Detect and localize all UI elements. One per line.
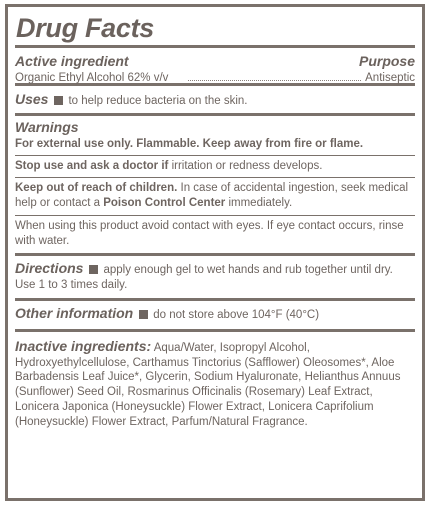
active-ingredient-heading: Active ingredient (15, 53, 129, 69)
active-ingredient-section (15, 45, 415, 83)
poison-control-label: Poison Control Center (103, 197, 226, 210)
uses-heading: Uses (15, 91, 49, 107)
leader-dots (188, 80, 361, 81)
square-bullet-icon (54, 96, 63, 105)
uses-text: to help reduce bacteria on the skin. (68, 95, 248, 107)
eye-contact-text: When using this product avoid contact with eyes. If eye contact occurs, rinse with water. (15, 219, 404, 247)
warnings-section (15, 113, 415, 155)
panel-title: Drug Facts (16, 13, 155, 43)
square-bullet-icon (139, 310, 148, 319)
inactive-ingredients-section (15, 329, 415, 430)
inactive-ingredients-heading: Inactive ingredients: (15, 337, 152, 354)
directions-text: apply enough gel to wet hands and rub together until dry. Use 1 to 3 times daily. (15, 264, 393, 292)
other-info-text: do not store above 104°F (40°C) (153, 308, 320, 321)
uses-section (15, 83, 415, 113)
purpose-heading: Purpose (358, 53, 415, 69)
stop-use-label: Stop use and ask a doctor if (15, 159, 169, 172)
drug-facts-panel (5, 4, 425, 501)
keep-out-end: immediately. (225, 197, 293, 210)
active-ingredient-name: Organic Ethyl Alcohol 62% v/v (15, 71, 169, 84)
stop-use-text: irritation or redness develops. (168, 159, 323, 172)
directions-heading: Directions (15, 260, 84, 277)
directions-section (15, 253, 415, 298)
external-use-warning: For external use only. Flammable. Keep away from fire or flame. (15, 137, 364, 150)
stop-use-section (15, 155, 415, 178)
square-bullet-icon (89, 265, 98, 274)
keep-out-section (15, 177, 415, 214)
inactive-ingredients-text: Aqua/Water, Isopropyl Alcohol, Hydroxyethylcellulose, Carthamus Tinctorius (Safflower) Oleosomes*, Aloe Barbadensis Leaf Juice*, Glycerin, Sodium Hyaluronate, Helianthus Annuus (Sunflower) Seed Oil, Rosmarinus Officinalis (Rosemary) Leaf Extract, Lonicera Japonica (Honeysuckle) Flower Extract, Lonicera Caprifolium (Honeysuckle) Flower Extract, Parfum/Natural Fragrance. (15, 341, 401, 428)
keep-out-label: Keep out of reach of children. (15, 182, 178, 195)
warnings-heading: Warnings (15, 119, 79, 135)
purpose-value: Antiseptic (365, 71, 415, 84)
other-info-section (15, 298, 415, 329)
eye-contact-section (15, 215, 415, 253)
keep-out-text: In case of accidental ingestion, seek medical help or contact a (15, 182, 409, 210)
other-info-heading: Other information (15, 304, 134, 321)
